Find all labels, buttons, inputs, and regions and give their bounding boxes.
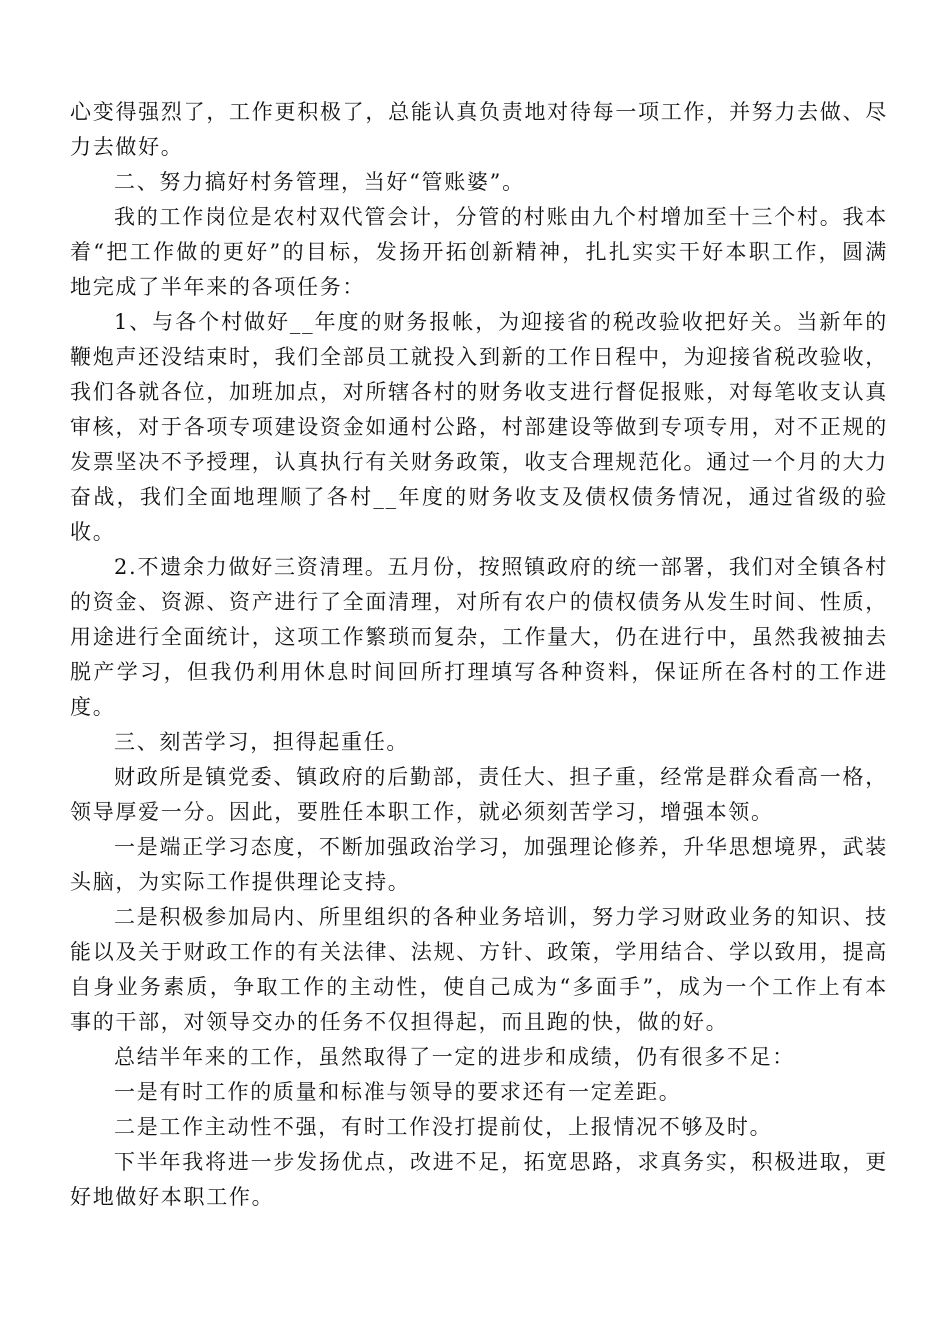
paragraph-continuation: 心变得强烈了，工作更积极了，总能认真负责地对待每一项工作，并努力去做、尽力去做好。 xyxy=(70,100,888,159)
paragraph-training: 二是积极参加局内、所里组织的各种业务培训，努力学习财政业务的知识、技能以及关于财政工作的有关法律、法规、方针、政策，学用结合、学以致用，提高自身业务素质，争取工作的主动性，使自己成为“多面手”，成为一个工作上有本事的干部，对领导交办的任务不仅担得起，而且跑的快，做的好。 xyxy=(70,905,888,1034)
paragraph-shortcoming-2: 二是工作主动性不强，有时工作没打提前仗，上报情况不够及时。 xyxy=(114,1115,773,1139)
paragraph-shortcoming-1: 一是有时工作的质量和标准与领导的要求还有一定差距。 xyxy=(114,1080,682,1104)
paragraph-job-position: 我的工作岗位是农村双代管会计，分管的村账由九个村增加至十三个村。我本着“把工作做的更好”的目标，发扬开拓创新精神，扎扎实实干好本职工作，圆满地完成了半年来的各项任务： xyxy=(70,205,888,299)
paragraph-summary: 总结半年来的工作，虽然取得了一定的进步和成绩，仍有很多不足： xyxy=(114,1045,795,1069)
paragraph-asset-cleanup: 2.不遗余力做好三资清理。五月份，按照镇政府的统一部署，我们对全镇各村的资金、资源、资产进行了全面清理，对所有农户的债权债务从发生时间、性质，用途进行全面统计，这项工作繁琐而复杂，工作量大，仍在进行中，虽然我被抽去脱产学习，但我仍利用休息时间回所打理填写各种资料，保证所在各村的工作进度。 xyxy=(70,555,888,719)
paragraph-study-attitude: 一是端正学习态度，不断加强政治学习，加强理论修养，升华思想境界，武装头脑，为实际工作提供理论支持。 xyxy=(70,835,888,894)
section-heading-village-affairs: 二、努力搞好村务管理，当好“管账婆”。 xyxy=(114,170,525,194)
paragraph-plan: 下半年我将进一步发扬优点，改进不足，拓宽思路，求真务实，积极进取，更好地做好本职工作。 xyxy=(70,1150,888,1209)
paragraph-financial-reporting: 1、与各个村做好__年度的财务报帐，为迎接省的税改验收把好关。当新年的鞭炮声还没结束时，我们全部员工就投入到新的工作日程中，为迎接省税改验收，我们各就各位，加班加点，对所辖各村的财务收支进行督促报账，对每笔收支认真审核，对于各项专项建设资金如通村公路，村部建设等做到专项专用，对不正规的发票坚决不予授理，认真执行有关财务政策，收支合理规范化。通过一个月的大力奋战，我们全面地理顺了各村__年度的财务收支及债权债务情况，通过省级的验收。 xyxy=(70,310,888,544)
paragraph-finance-office: 财政所是镇党委、镇政府的后勤部，责任大、担子重，经常是群众看高一格，领导厚爱一分。因此，要胜任本职工作，就必须刻苦学习，增强本领。 xyxy=(70,765,888,824)
section-heading-study: 三、刻苦学习，担得起重任。 xyxy=(114,730,410,754)
